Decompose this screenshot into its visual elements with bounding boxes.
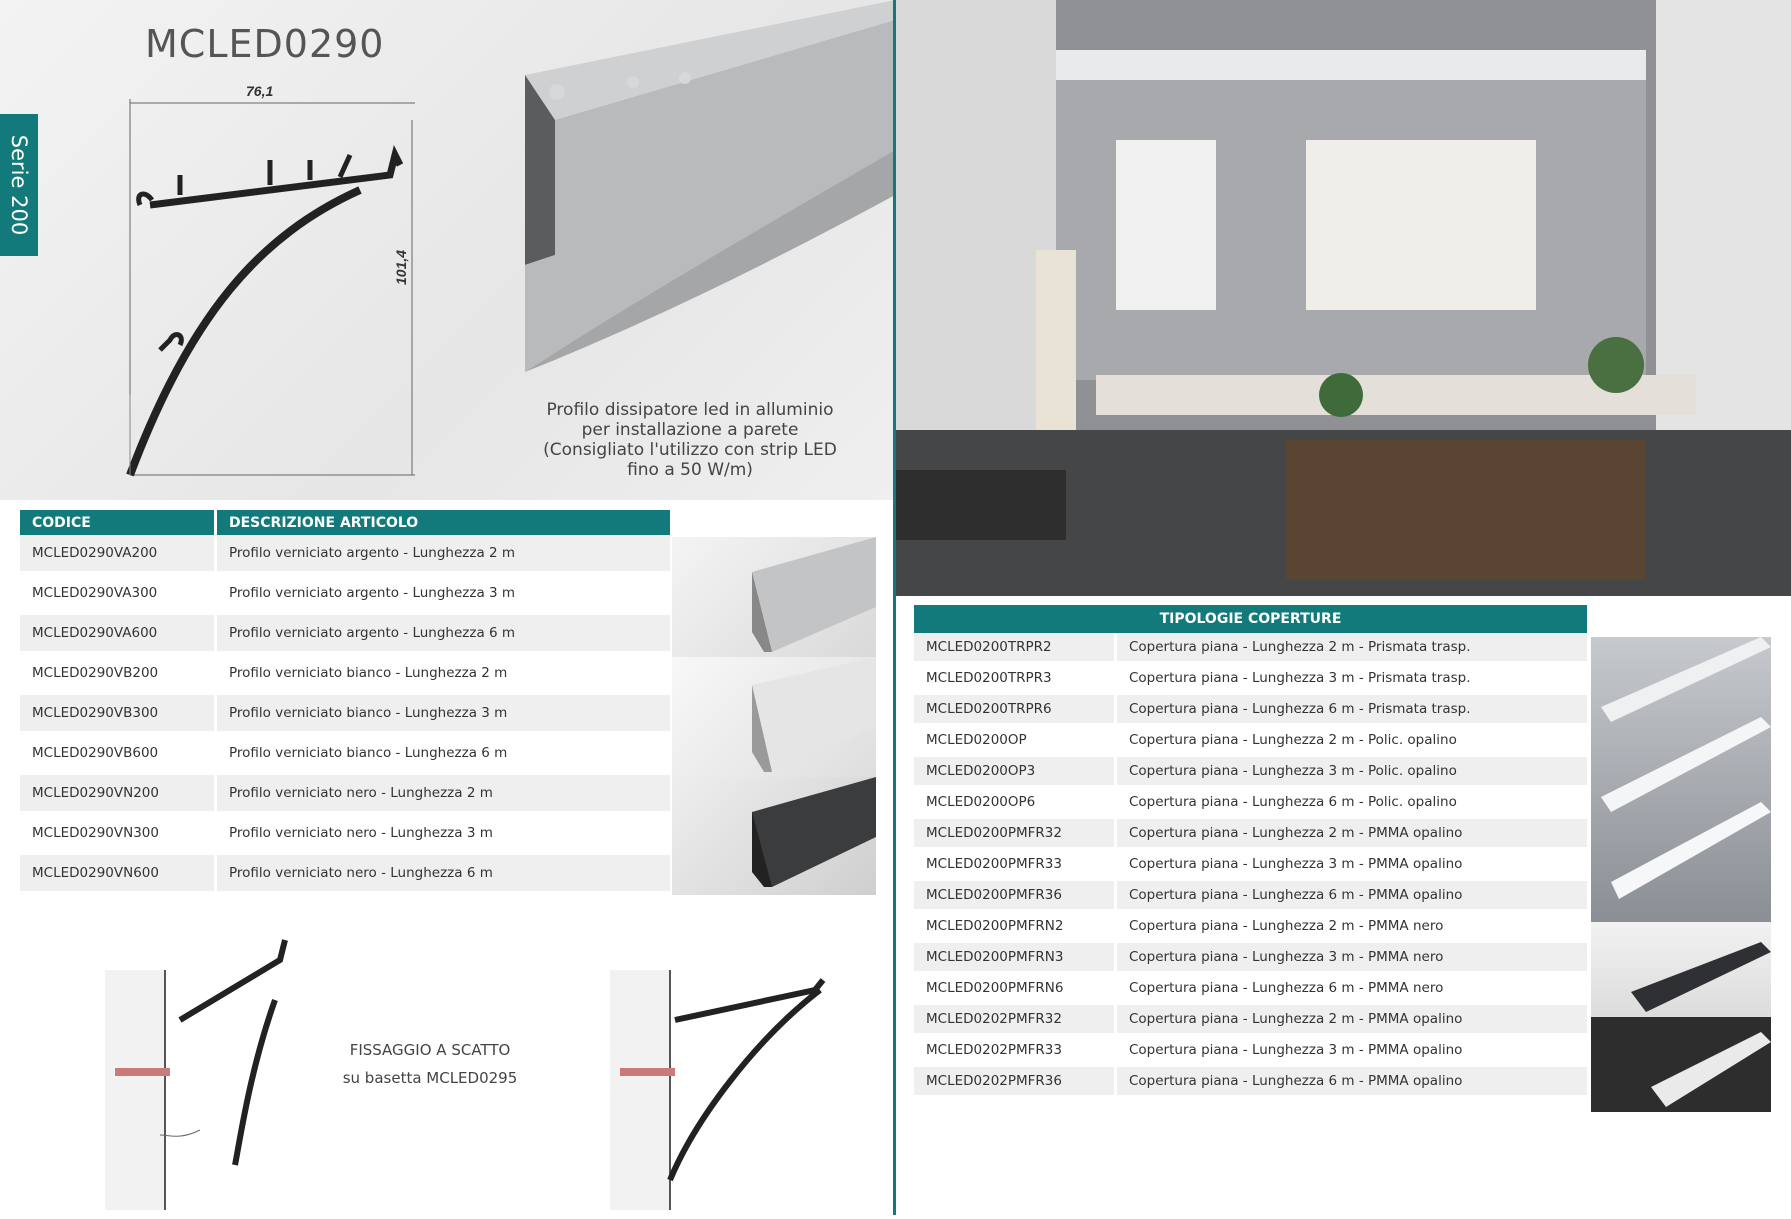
table-row xyxy=(914,1005,1587,1036)
black-profile-thumbnail xyxy=(672,777,876,895)
row-code: MCLED0202PMFR33 xyxy=(914,1036,1117,1067)
profile-arm xyxy=(150,155,400,205)
silver-profile-thumbnail xyxy=(672,537,876,657)
row-code: MCLED0200PMFR36 xyxy=(914,881,1117,912)
row-description: Profilo verniciato argento - Lunghezza 3 m xyxy=(217,575,670,615)
table-row xyxy=(20,735,670,775)
opal-covers-thumbnail xyxy=(1591,637,1771,922)
black-cover-thumbnail xyxy=(1591,922,1771,1017)
row-code: MCLED0200TRPR2 xyxy=(914,633,1117,664)
row-code: MCLED0200TRPR3 xyxy=(914,664,1117,695)
row-code: MCLED0202PMFR36 xyxy=(914,1067,1117,1098)
row-code: MCLED0200OP xyxy=(914,726,1117,757)
height-dimension: 101,4 xyxy=(393,249,409,285)
row-code: MCLED0202PMFR32 xyxy=(914,1005,1117,1036)
row-description: Copertura piana - Lunghezza 2 m - PMMA opalino xyxy=(1117,1005,1587,1036)
table-row xyxy=(914,881,1587,912)
fixing-title: FISSAGGIO A SCATTO xyxy=(349,1041,511,1059)
table-row xyxy=(914,1036,1587,1067)
table-row xyxy=(20,775,670,815)
product-code-table xyxy=(20,510,670,895)
row-description: Copertura piana - Lunghezza 6 m - PMMA opalino xyxy=(1117,881,1587,912)
table-row xyxy=(914,788,1587,819)
table-header-row xyxy=(914,605,1587,633)
table-row xyxy=(20,615,670,655)
row-code: MCLED0200PMFRN3 xyxy=(914,943,1117,974)
width-dimension: 76,1 xyxy=(246,83,274,99)
row-description: Copertura piana - Lunghezza 2 m - Polic. opalino xyxy=(1117,726,1587,757)
white-profile-thumbnail xyxy=(672,657,876,777)
header-descrizione: DESCRIZIONE ARTICOLO xyxy=(217,510,670,535)
row-description: Copertura piana - Lunghezza 6 m - Prismata trasp. xyxy=(1117,695,1587,726)
row-code: MCLED0200PMFRN2 xyxy=(914,912,1117,943)
serie-label: Serie 200 xyxy=(7,134,31,236)
fixing-subtitle: su basetta MCLED0295 xyxy=(342,1069,518,1087)
header-codice: CODICE xyxy=(20,510,217,535)
row-code: MCLED0290VB600 xyxy=(20,735,217,775)
profile-curve xyxy=(130,190,360,475)
row-code: MCLED0200OP6 xyxy=(914,788,1117,819)
table-row xyxy=(20,575,670,615)
row-code: MCLED0290VB200 xyxy=(20,655,217,695)
table-row xyxy=(914,819,1587,850)
fixing-instructions xyxy=(330,1036,530,1092)
row-description: Profilo verniciato nero - Lunghezza 2 m xyxy=(217,775,670,815)
table-row xyxy=(914,664,1587,695)
table-row xyxy=(914,974,1587,1005)
model-title: MCLED0290 xyxy=(145,22,385,66)
table-row xyxy=(914,757,1587,788)
product-description xyxy=(540,400,840,480)
row-description: Profilo verniciato argento - Lunghezza 6 m xyxy=(217,615,670,655)
row-code: MCLED0200PMFR33 xyxy=(914,850,1117,881)
description-line: Profilo dissipatore led in alluminio xyxy=(546,400,834,420)
row-code: MCLED0290VN300 xyxy=(20,815,217,855)
row-code: MCLED0290VA200 xyxy=(20,535,217,575)
row-description: Copertura piana - Lunghezza 6 m - PMMA nero xyxy=(1117,974,1587,1005)
row-description: Profilo verniciato nero - Lunghezza 3 m xyxy=(217,815,670,855)
pmma-cover-thumbnail xyxy=(1591,1017,1771,1112)
table-row xyxy=(914,912,1587,943)
table-row xyxy=(914,633,1587,664)
row-description: Copertura piana - Lunghezza 2 m - PMMA nero xyxy=(1117,912,1587,943)
table-header-row xyxy=(20,510,670,535)
fixing-diagram-before xyxy=(100,910,300,1210)
covers-header: TIPOLOGIE COPERTURE xyxy=(914,605,1587,633)
row-description: Profilo verniciato bianco - Lunghezza 2 m xyxy=(217,655,670,695)
table-row xyxy=(914,726,1587,757)
serie-tab xyxy=(0,114,38,256)
description-line: (Consigliato l'utilizzo con strip LED xyxy=(543,440,837,460)
table-row xyxy=(20,815,670,855)
row-code: MCLED0290VN600 xyxy=(20,855,217,895)
row-code: MCLED0290VB300 xyxy=(20,695,217,735)
row-description: Profilo verniciato bianco - Lunghezza 6 m xyxy=(217,735,670,775)
row-code: MCLED0200PMFRN6 xyxy=(914,974,1117,1005)
row-code: MCLED0290VA600 xyxy=(20,615,217,655)
table-row xyxy=(20,535,670,575)
row-description: Copertura piana - Lunghezza 6 m - PMMA opalino xyxy=(1117,1067,1587,1098)
row-code: MCLED0290VA300 xyxy=(20,575,217,615)
row-description: Copertura piana - Lunghezza 2 m - PMMA opalino xyxy=(1117,819,1587,850)
covers-table xyxy=(914,605,1587,1098)
row-description: Copertura piana - Lunghezza 6 m - Polic. opalino xyxy=(1117,788,1587,819)
row-code: MCLED0290VN200 xyxy=(20,775,217,815)
row-code: MCLED0200OP3 xyxy=(914,757,1117,788)
table-row xyxy=(20,695,670,735)
table-row xyxy=(914,1067,1587,1098)
profile-3d-render xyxy=(515,0,895,380)
table-row xyxy=(914,850,1587,881)
table-row xyxy=(20,855,670,895)
description-line: fino a 50 W/m) xyxy=(627,460,753,480)
description-line: per installazione a parete xyxy=(581,420,799,440)
row-description: Copertura piana - Lunghezza 2 m - Prismata trasp. xyxy=(1117,633,1587,664)
row-description: Copertura piana - Lunghezza 3 m - PMMA nero xyxy=(1117,943,1587,974)
table-row xyxy=(914,695,1587,726)
row-description: Copertura piana - Lunghezza 3 m - Polic. opalino xyxy=(1117,757,1587,788)
profile-technical-drawing xyxy=(110,95,440,485)
room-photo xyxy=(896,0,1791,596)
row-description: Profilo verniciato bianco - Lunghezza 3 m xyxy=(217,695,670,735)
row-description: Profilo verniciato argento - Lunghezza 2 m xyxy=(217,535,670,575)
row-description: Copertura piana - Lunghezza 3 m - PMMA opalino xyxy=(1117,1036,1587,1067)
table-row xyxy=(914,943,1587,974)
row-description: Copertura piana - Lunghezza 3 m - Prismata trasp. xyxy=(1117,664,1587,695)
row-code: MCLED0200PMFR32 xyxy=(914,819,1117,850)
row-code: MCLED0200TRPR6 xyxy=(914,695,1117,726)
fixing-diagram-after xyxy=(605,960,835,1210)
table-row xyxy=(20,655,670,695)
row-description: Profilo verniciato nero - Lunghezza 6 m xyxy=(217,855,670,895)
row-description: Copertura piana - Lunghezza 3 m - PMMA opalino xyxy=(1117,850,1587,881)
